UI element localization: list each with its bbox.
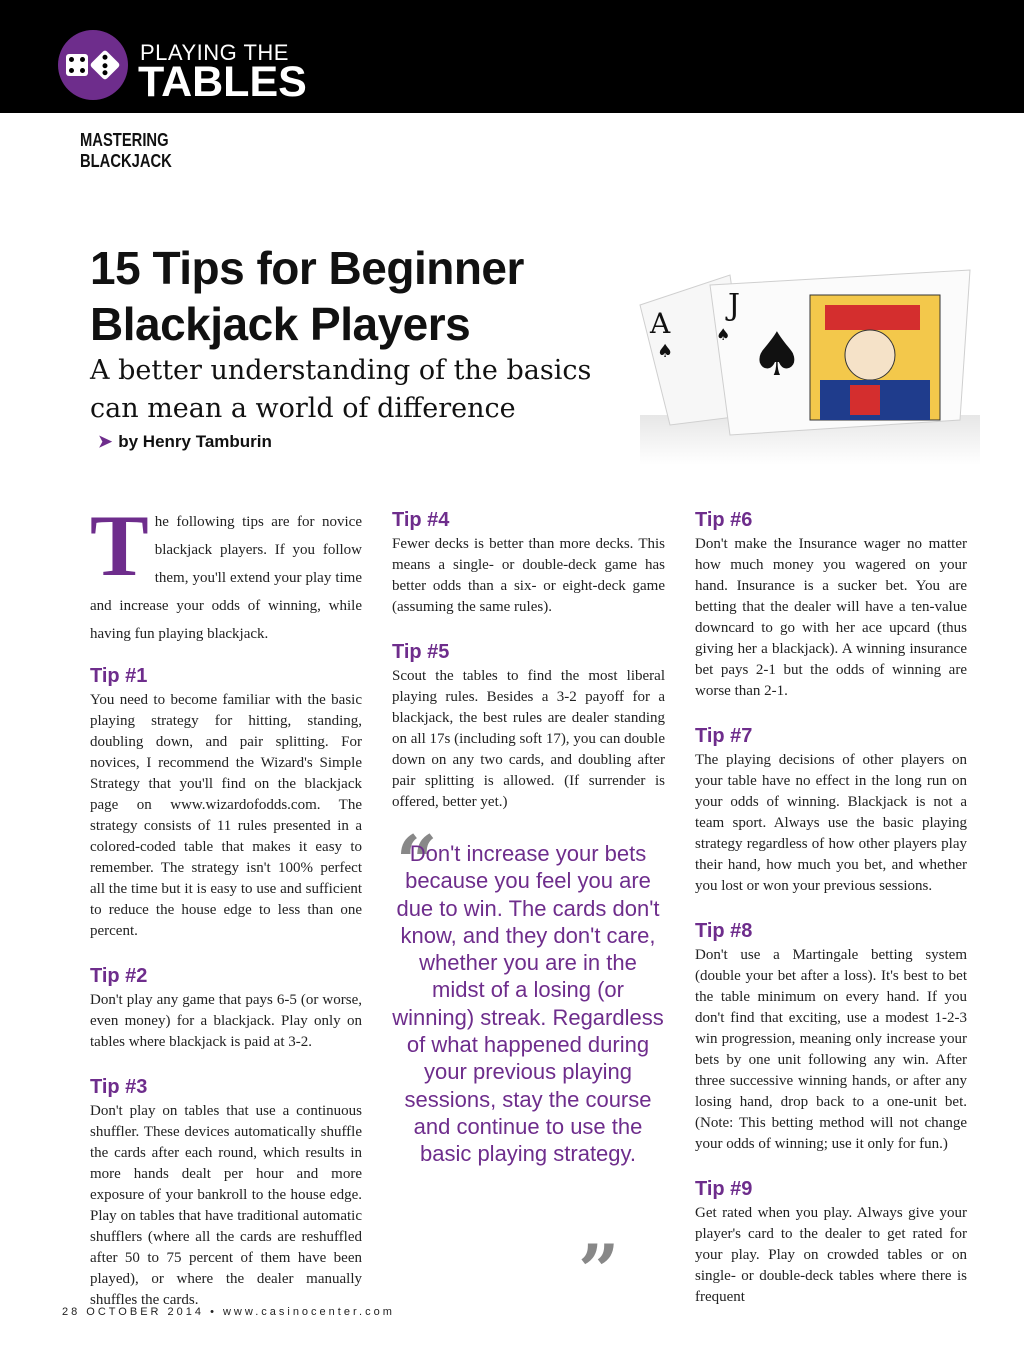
- svg-text:♠: ♠: [750, 320, 804, 390]
- section-label: MASTERING BLACKJACK: [80, 130, 172, 171]
- banner-title: TABLES: [138, 58, 307, 106]
- close-quote-icon: ”: [578, 1228, 620, 1313]
- column-1: [90, 498, 362, 1333]
- tip-5: Tip #5 Scout the tables to find the most liberal playing rules. Besides a 3-2 payoff for a blackjack, the best rules are dealer standing on all 17s (including soft 17), you can double down on any two cards, and doubling after pair splitting is allowed. (If surrender is offered, better yet.): [392, 641, 665, 810]
- tip-7: Tip #7 The playing decisions of other players on your table have no effect in the long run on your odds of winning. Blackjack is not a team sport. Always use the basic playing strategy regardless of how other players play their hand, how much you bet, and whether you lost or won your previous sessions.: [695, 725, 967, 894]
- drop-cap: T: [90, 498, 149, 595]
- pull-quote: Don't increase your bets because you feel you are due to win. The cards don't know, and they don't care, whether you are in the midst of a losing (or winning) streak. Regardless of what happened during your previous playing sessions, stay the course and continue to use the basic playing strategy.: [392, 841, 664, 1167]
- die-icon: [89, 49, 120, 80]
- article-title: 15 Tips for Beginner Blackjack Players: [90, 242, 524, 350]
- intro-paragraph: The following tips are for novice blackjack players. If you follow them, you'll extend your play time and increase your odds of winning, while having fun playing blackjack.: [90, 498, 362, 642]
- die-icon: [66, 54, 88, 76]
- tip-2: Tip #2 Don't play any game that pays 6-5 (or worse, even money) for a blackjack. Play only on tables where blackjack is paid at 3-2.: [90, 965, 362, 1050]
- open-quote-icon: “: [396, 819, 438, 904]
- tip-4: Tip #4 Fewer decks is better than more decks. This means a single- or double-deck game has better odds than a six- or eight-deck game (assuming the same rules).: [392, 509, 665, 615]
- header-banner: [0, 0, 1024, 113]
- tip-3: Tip #3 Don't play on tables that use a continuous shuffler. These devices automatically shuffle the cards after each round, which results in more hands dealt per hour and more exposure of your bankroll to the house edge. Play on tables that have traditional automatic shufflers (where all the cards are reshuffled after 50 to 75 percent of them have been played), or where the dealer manually shuffles the cards.: [90, 1076, 362, 1308]
- byline: ➤ by Henry Tamburin: [98, 432, 272, 451]
- arrow-icon: ➤: [98, 432, 113, 451]
- tip-6: Tip #6 Don't make the Insurance wager no matter how much money you wagered on your hand. Insurance is a sucker bet. You are betting that the dealer will have a ten-value downcard to go with her ace upcard (thus giving her a blackjack). A winning insurance bet pays 2-1 but the odds of winning are worse than 2-1.: [695, 509, 967, 699]
- column-3: [695, 508, 967, 1330]
- svg-text:A: A: [650, 307, 671, 340]
- page-footer: 28 OCTOBER 2014 • www.casinocenter.com: [62, 1306, 395, 1318]
- dice-logo-icon: [58, 30, 128, 100]
- banner-kicker: PLAYING THE: [140, 40, 289, 65]
- jack-card: [710, 270, 970, 435]
- article-subtitle: A better understanding of the basics can mean a world of difference: [90, 355, 592, 424]
- tip-9: Tip #9 Get rated when you play. Always give your player's card to the dealer to get rated for your play. Play on crowded tables or on single- or double-deck tables where there is frequent: [695, 1178, 967, 1305]
- svg-text:♠: ♠: [716, 325, 731, 344]
- tip-8: Tip #8 Don't use a Martingale betting system (double your bet after a loss). It's best to bet the table minimum on every hand. If you don't find that exciting, use a modest 1-2-3 win progression, meaning only increase your bets by one unit following any win. After three successive winning hands, or after any losing hand, drop back to a one-unit bet. (Note: This betting method will not change your odds of winning; use it only for fun.): [695, 920, 967, 1152]
- tip-1: Tip #1 You need to become familiar with the basic playing strategy for hitting, standing, doubling down, and pair splitting. For novices, I recommend the Wizard's Simple Strategy that you'll find on the blackjack page on www.wizardofodds.com. The strategy consists of 11 rules presented in a colored-coded table that makes it easy to remember. The strategy isn't 100% perfect all the time but it is easy to use and sufficient to reduce the house edge to less than one percent.: [90, 665, 362, 939]
- column-2: [392, 508, 665, 835]
- svg-text:♠: ♠: [657, 341, 674, 362]
- svg-text:J: J: [728, 288, 741, 323]
- playing-cards-image: [620, 265, 990, 465]
